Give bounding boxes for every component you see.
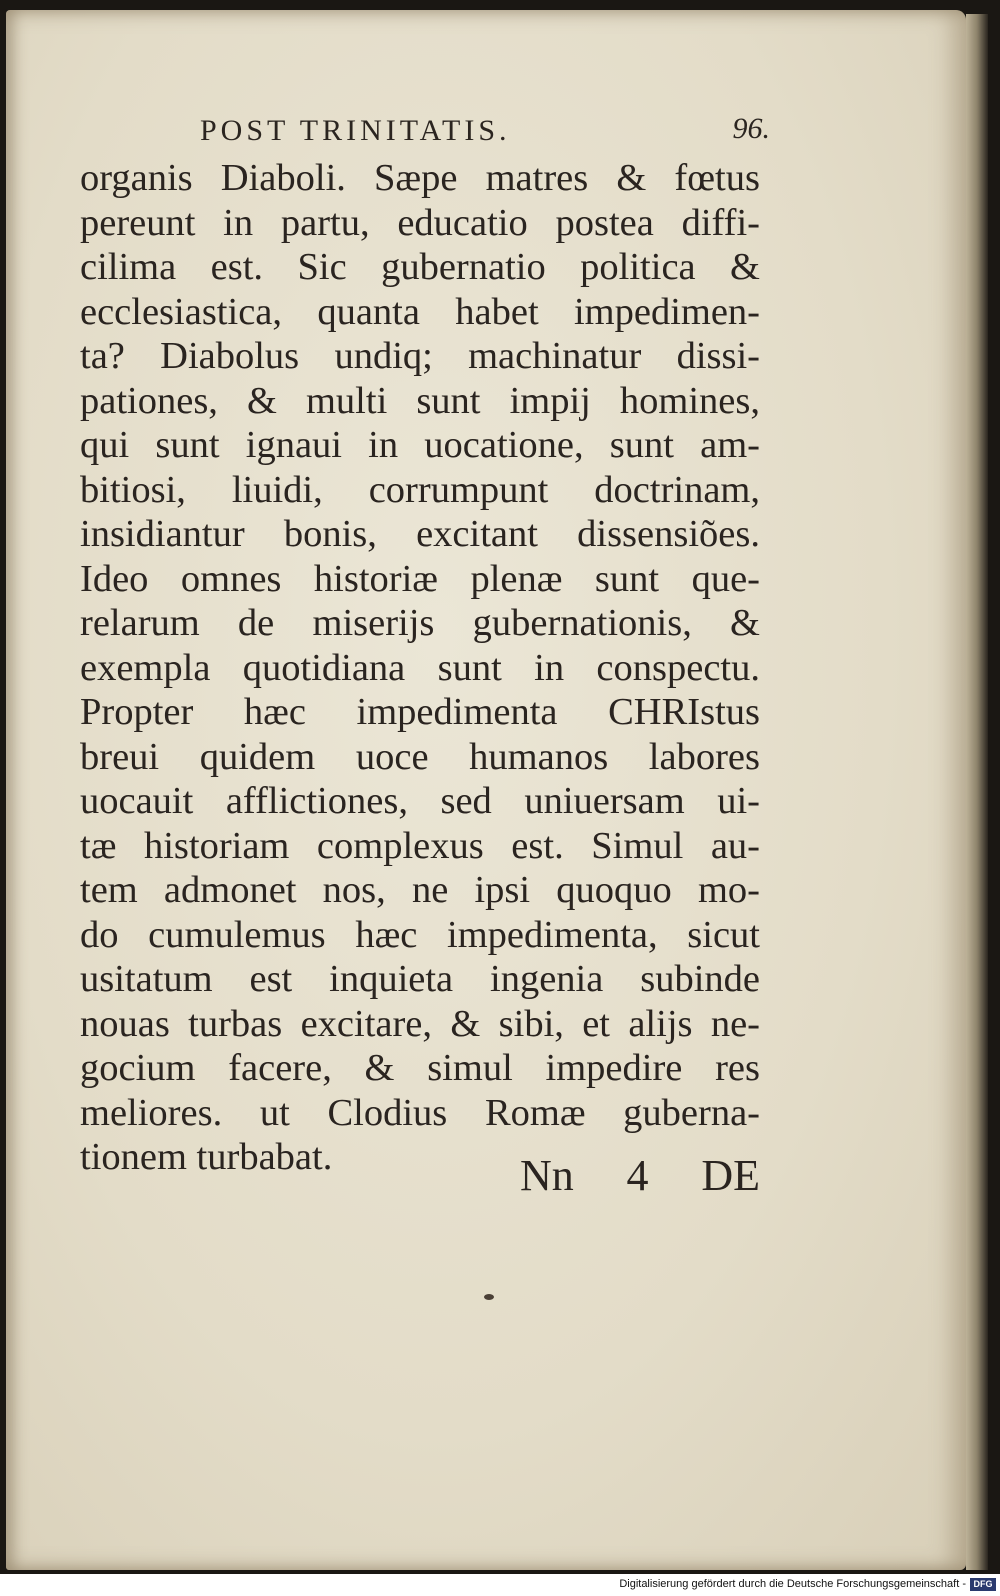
- text-line: Propter hæc impedimenta CHRIstus: [80, 691, 760, 733]
- running-head: POST TRINITATIS.: [200, 114, 511, 147]
- book-edge: [966, 14, 988, 1570]
- text-line: ta? Diabolus undiq; machinatur dissi-: [80, 335, 760, 377]
- text-line: bitiosi, liuidi, corrumpunt doctrinam,: [80, 468, 760, 511]
- signature-mark: Nn 4 DE: [520, 1151, 760, 1200]
- text-line: relarum de miserijs gubernationis, &: [80, 602, 760, 644]
- text-line: tionem turbabat.: [80, 1136, 333, 1178]
- text-line: tæ historiam complexus est. Simul au-: [80, 824, 760, 867]
- text-line: do cumulemus hæc impedimenta, sicut: [80, 913, 760, 956]
- text-line: insidiantur bonis, excitant dissensiões.: [80, 513, 760, 555]
- digitization-credit: Digitalisierung gefördert durch die Deutsche Forschungsgemeinschaft -: [619, 1578, 966, 1590]
- page-header: [190, 110, 770, 150]
- footer-bar: [0, 1574, 1000, 1596]
- text-line: ecclesiastica, quanta habet impedimen-: [80, 290, 760, 333]
- text-line: Ideo omnes historiæ plenæ sunt que-: [80, 557, 760, 600]
- dfg-logo: DFG: [970, 1578, 996, 1591]
- text-line: meliores. ut Clodius Romæ guberna-: [80, 1091, 760, 1134]
- text-line: uocauit afflictiones, sed uniuersam ui-: [80, 780, 760, 822]
- text-line: qui sunt ignaui in uocatione, sunt am-: [80, 424, 760, 466]
- ink-speck: [484, 1294, 494, 1300]
- text-line: tem admonet nos, ne ipsi quoquo mo-: [80, 869, 760, 911]
- text-line: exempla quotidiana sunt in conspectu.: [80, 646, 760, 689]
- page-number: 96.: [732, 112, 770, 145]
- text-line: organis Diaboli. Sæpe matres & fœtus: [80, 157, 760, 199]
- text-line: nouas turbas excitare, & sibi, et alijs ne-: [80, 1002, 760, 1045]
- text-line: cilima est. Sic gubernatio politica &: [80, 246, 760, 288]
- text-line: gocium facere, & simul impedire res: [80, 1047, 760, 1089]
- body-text: [80, 156, 760, 1180]
- text-line: pereunt in partu, educatio postea diffi-: [80, 201, 760, 244]
- text-line: breui quidem uoce humanos labores: [80, 735, 760, 778]
- text-line: pationes, & multi sunt impij homines,: [80, 379, 760, 422]
- text-line: usitatum est inquieta ingenia subinde: [80, 958, 760, 1000]
